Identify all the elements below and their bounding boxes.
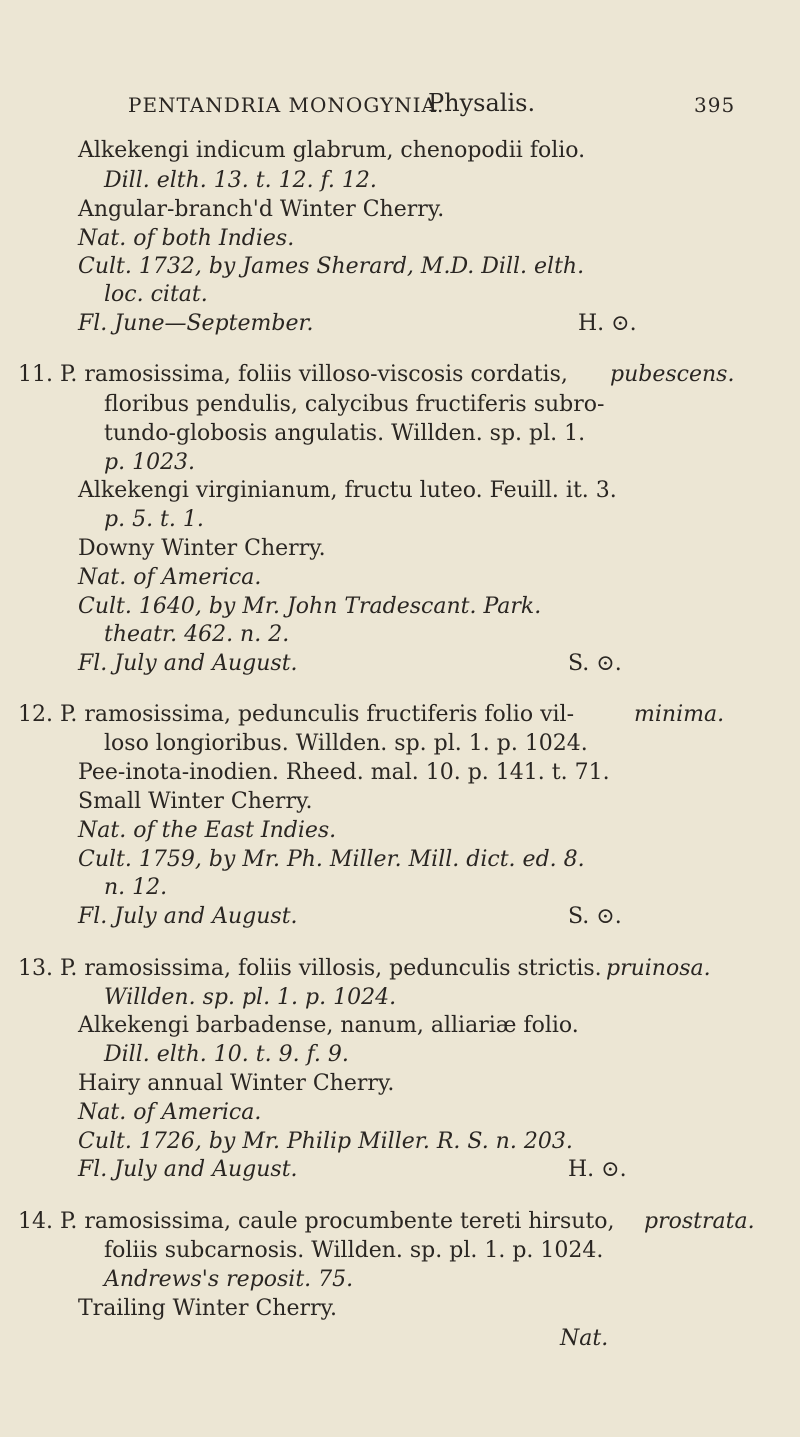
entry-line: P. ramosissima, foliis villoso-viscosis cordatis, (60, 362, 568, 387)
entry-line: floribus pendulis, calycibus fructiferis subro- (104, 392, 605, 417)
entry-line: Fl. July and August. (78, 904, 298, 929)
intro-line: loc. citat. (104, 282, 208, 307)
entry-line: n. 12. (104, 875, 168, 900)
entry-line: Nat. of the East Indies. (78, 818, 337, 843)
duration-symbol: S. ⊙. (568, 651, 622, 676)
entry-number: 12. (18, 702, 53, 727)
catchword: Nat. (560, 1326, 609, 1351)
intro-line: Fl. June—September. (78, 311, 314, 336)
entry-line: Fl. July and August. (78, 651, 298, 676)
page-number: 395 (694, 93, 736, 117)
species-epithet: prostrata. (644, 1209, 755, 1234)
entry-line: Cult. 1640, by Mr. John Tradescant. Park. (78, 594, 542, 619)
entry-line: theatr. 462. n. 2. (104, 622, 290, 647)
intro-line: Angular-branch'd Winter Cherry. (78, 197, 445, 222)
species-epithet: pruinosa. (606, 956, 711, 981)
running-title: PENTANDRIA MONOGYNIA. (128, 93, 445, 117)
entry-line: Pee-inota-inodien. Rheed. mal. 10. p. 141. t. 71. (78, 760, 610, 785)
duration-symbol: S. ⊙. (568, 904, 622, 929)
intro-line: Cult. 1732, by James Sherard, M.D. Dill. elth. (78, 254, 585, 279)
entry-number: 14. (18, 1209, 53, 1234)
entry-line: p. 1023. (104, 450, 196, 475)
genus-heading: Physalis. (428, 89, 536, 117)
entry-number: 13. (18, 956, 53, 981)
intro-line: Nat. of both Indies. (78, 226, 295, 251)
entry-number: 11. (18, 362, 53, 387)
entry-line: P. ramosissima, foliis villosis, pedunculis strictis. (60, 956, 602, 981)
entry-line: Nat. of America. (78, 1100, 262, 1125)
entry-line: Hairy annual Winter Cherry. (78, 1071, 395, 1096)
entry-line: Dill. elth. 10. t. 9. f. 9. (104, 1042, 349, 1067)
entry-line: P. ramosissima, caule procumbente tereti hirsuto, (60, 1209, 615, 1234)
entry-line: Small Winter Cherry. (78, 789, 313, 814)
entry-line: Trailing Winter Cherry. (78, 1296, 338, 1321)
entry-line: Andrews's reposit. 75. (104, 1267, 354, 1292)
entry-line: p. 5. t. 1. (104, 507, 204, 532)
entry-line: Downy Winter Cherry. (78, 536, 326, 561)
entry-line: Willden. sp. pl. 1. p. 1024. (104, 985, 397, 1010)
entry-line: Alkekengi barbadense, nanum, alliariæ folio. (78, 1013, 579, 1038)
entry-line: foliis subcarnosis. Willden. sp. pl. 1. p. 1024. (104, 1238, 604, 1263)
species-epithet: pubescens. (610, 362, 735, 387)
entry-line: tundo-globosis angulatis. Willden. sp. pl. 1. (104, 421, 586, 446)
entry-line: Alkekengi virginianum, fructu luteo. Feuill. it. 3. (78, 478, 617, 503)
entry-line: P. ramosissima, pedunculis fructiferis folio vil- (60, 702, 575, 727)
entry-line: Cult. 1759, by Mr. Ph. Miller. Mill. dict. ed. 8. (78, 847, 585, 872)
entry-line: Nat. of America. (78, 565, 262, 590)
entry-line: Cult. 1726, by Mr. Philip Miller. R. S. n. 203. (78, 1129, 573, 1154)
intro-line: Alkekengi indicum glabrum, chenopodii folio. (78, 138, 586, 163)
duration-symbol: H. ⊙. (578, 311, 637, 336)
entry-line: Fl. July and August. (78, 1157, 298, 1182)
entry-line: loso longioribus. Willden. sp. pl. 1. p. 1024. (104, 731, 588, 756)
duration-symbol: H. ⊙. (568, 1157, 627, 1182)
species-epithet: minima. (634, 702, 725, 727)
intro-line: Dill. elth. 13. t. 12. f. 12. (104, 168, 377, 193)
